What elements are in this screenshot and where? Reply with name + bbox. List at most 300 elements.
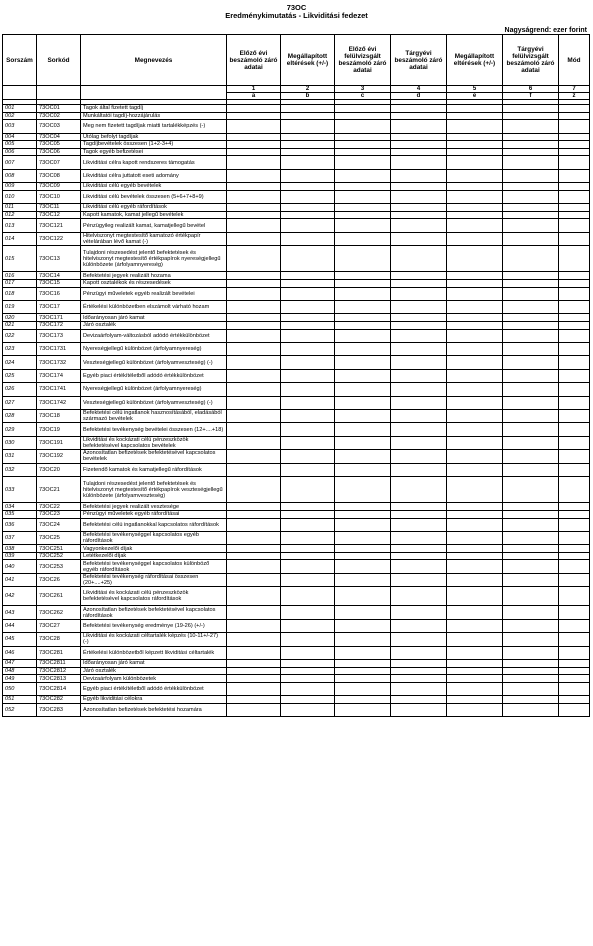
value-cell-7[interactable] xyxy=(559,169,590,182)
value-cell-3[interactable] xyxy=(335,190,391,203)
value-cell-6[interactable] xyxy=(503,573,559,586)
value-cell-4[interactable] xyxy=(391,169,447,182)
value-cell-2[interactable] xyxy=(281,272,335,280)
value-cell-5[interactable] xyxy=(447,560,503,573)
value-cell-1[interactable] xyxy=(227,682,281,695)
value-cell-3[interactable] xyxy=(335,369,391,382)
value-cell-1[interactable] xyxy=(227,246,281,272)
value-cell-5[interactable] xyxy=(447,463,503,476)
value-cell-4[interactable] xyxy=(391,105,447,113)
value-cell-3[interactable] xyxy=(335,232,391,245)
value-cell-1[interactable] xyxy=(227,112,281,120)
value-cell-3[interactable] xyxy=(335,329,391,342)
value-cell-6[interactable] xyxy=(503,322,559,330)
value-cell-5[interactable] xyxy=(447,573,503,586)
value-cell-6[interactable] xyxy=(503,518,559,531)
value-cell-1[interactable] xyxy=(227,219,281,232)
value-cell-4[interactable] xyxy=(391,409,447,422)
value-cell-7[interactable] xyxy=(559,133,590,141)
value-cell-2[interactable] xyxy=(281,545,335,553)
value-cell-1[interactable] xyxy=(227,531,281,544)
value-cell-6[interactable] xyxy=(503,204,559,212)
value-cell-6[interactable] xyxy=(503,510,559,518)
value-cell-2[interactable] xyxy=(281,287,335,300)
value-cell-6[interactable] xyxy=(503,409,559,422)
value-cell-3[interactable] xyxy=(335,219,391,232)
value-cell-2[interactable] xyxy=(281,463,335,476)
value-cell-3[interactable] xyxy=(335,423,391,436)
value-cell-2[interactable] xyxy=(281,148,335,156)
value-cell-5[interactable] xyxy=(447,703,503,716)
value-cell-4[interactable] xyxy=(391,633,447,646)
value-cell-7[interactable] xyxy=(559,436,590,449)
value-cell-1[interactable] xyxy=(227,696,281,704)
value-cell-3[interactable] xyxy=(335,619,391,632)
value-cell-5[interactable] xyxy=(447,156,503,169)
value-cell-4[interactable] xyxy=(391,343,447,356)
value-cell-3[interactable] xyxy=(335,560,391,573)
value-cell-5[interactable] xyxy=(447,133,503,141)
value-cell-7[interactable] xyxy=(559,667,590,675)
value-cell-4[interactable] xyxy=(391,560,447,573)
value-cell-1[interactable] xyxy=(227,560,281,573)
value-cell-3[interactable] xyxy=(335,280,391,288)
value-cell-1[interactable] xyxy=(227,280,281,288)
value-cell-5[interactable] xyxy=(447,396,503,409)
value-cell-3[interactable] xyxy=(335,606,391,619)
value-cell-7[interactable] xyxy=(559,531,590,544)
value-cell-5[interactable] xyxy=(447,531,503,544)
value-cell-5[interactable] xyxy=(447,646,503,659)
value-cell-5[interactable] xyxy=(447,545,503,553)
value-cell-5[interactable] xyxy=(447,301,503,314)
value-cell-7[interactable] xyxy=(559,272,590,280)
value-cell-1[interactable] xyxy=(227,120,281,133)
value-cell-2[interactable] xyxy=(281,204,335,212)
value-cell-1[interactable] xyxy=(227,606,281,619)
value-cell-7[interactable] xyxy=(559,423,590,436)
value-cell-3[interactable] xyxy=(335,211,391,219)
value-cell-7[interactable] xyxy=(559,190,590,203)
value-cell-2[interactable] xyxy=(281,560,335,573)
value-cell-2[interactable] xyxy=(281,219,335,232)
value-cell-3[interactable] xyxy=(335,703,391,716)
value-cell-1[interactable] xyxy=(227,675,281,683)
value-cell-3[interactable] xyxy=(335,476,391,502)
value-cell-1[interactable] xyxy=(227,518,281,531)
value-cell-6[interactable] xyxy=(503,682,559,695)
value-cell-6[interactable] xyxy=(503,606,559,619)
value-cell-3[interactable] xyxy=(335,148,391,156)
value-cell-1[interactable] xyxy=(227,211,281,219)
value-cell-1[interactable] xyxy=(227,183,281,191)
value-cell-5[interactable] xyxy=(447,667,503,675)
value-cell-2[interactable] xyxy=(281,409,335,422)
value-cell-3[interactable] xyxy=(335,545,391,553)
value-cell-6[interactable] xyxy=(503,329,559,342)
value-cell-7[interactable] xyxy=(559,232,590,245)
value-cell-5[interactable] xyxy=(447,450,503,463)
value-cell-4[interactable] xyxy=(391,696,447,704)
value-cell-2[interactable] xyxy=(281,190,335,203)
value-cell-1[interactable] xyxy=(227,476,281,502)
value-cell-3[interactable] xyxy=(335,518,391,531)
value-cell-7[interactable] xyxy=(559,148,590,156)
value-cell-6[interactable] xyxy=(503,646,559,659)
value-cell-7[interactable] xyxy=(559,682,590,695)
value-cell-7[interactable] xyxy=(559,633,590,646)
value-cell-2[interactable] xyxy=(281,133,335,141)
value-cell-2[interactable] xyxy=(281,423,335,436)
value-cell-5[interactable] xyxy=(447,141,503,149)
value-cell-4[interactable] xyxy=(391,211,447,219)
value-cell-4[interactable] xyxy=(391,619,447,632)
value-cell-5[interactable] xyxy=(447,329,503,342)
value-cell-2[interactable] xyxy=(281,619,335,632)
value-cell-2[interactable] xyxy=(281,396,335,409)
value-cell-4[interactable] xyxy=(391,436,447,449)
value-cell-6[interactable] xyxy=(503,105,559,113)
value-cell-1[interactable] xyxy=(227,287,281,300)
value-cell-2[interactable] xyxy=(281,314,335,322)
value-cell-6[interactable] xyxy=(503,667,559,675)
value-cell-7[interactable] xyxy=(559,204,590,212)
value-cell-4[interactable] xyxy=(391,476,447,502)
value-cell-6[interactable] xyxy=(503,476,559,502)
value-cell-4[interactable] xyxy=(391,272,447,280)
value-cell-5[interactable] xyxy=(447,287,503,300)
value-cell-7[interactable] xyxy=(559,606,590,619)
value-cell-2[interactable] xyxy=(281,211,335,219)
value-cell-5[interactable] xyxy=(447,518,503,531)
value-cell-1[interactable] xyxy=(227,148,281,156)
value-cell-1[interactable] xyxy=(227,396,281,409)
value-cell-1[interactable] xyxy=(227,314,281,322)
value-cell-2[interactable] xyxy=(281,280,335,288)
value-cell-4[interactable] xyxy=(391,287,447,300)
value-cell-1[interactable] xyxy=(227,660,281,668)
value-cell-2[interactable] xyxy=(281,633,335,646)
value-cell-7[interactable] xyxy=(559,383,590,396)
value-cell-4[interactable] xyxy=(391,675,447,683)
value-cell-5[interactable] xyxy=(447,552,503,560)
value-cell-7[interactable] xyxy=(559,219,590,232)
value-cell-6[interactable] xyxy=(503,272,559,280)
value-cell-6[interactable] xyxy=(503,219,559,232)
value-cell-1[interactable] xyxy=(227,105,281,113)
value-cell-1[interactable] xyxy=(227,141,281,149)
value-cell-3[interactable] xyxy=(335,573,391,586)
value-cell-6[interactable] xyxy=(503,190,559,203)
value-cell-5[interactable] xyxy=(447,423,503,436)
value-cell-5[interactable] xyxy=(447,675,503,683)
value-cell-2[interactable] xyxy=(281,660,335,668)
value-cell-6[interactable] xyxy=(503,696,559,704)
value-cell-1[interactable] xyxy=(227,503,281,511)
value-cell-2[interactable] xyxy=(281,646,335,659)
value-cell-1[interactable] xyxy=(227,552,281,560)
value-cell-7[interactable] xyxy=(559,703,590,716)
value-cell-6[interactable] xyxy=(503,436,559,449)
value-cell-6[interactable] xyxy=(503,287,559,300)
value-cell-1[interactable] xyxy=(227,646,281,659)
value-cell-3[interactable] xyxy=(335,531,391,544)
value-cell-5[interactable] xyxy=(447,476,503,502)
value-cell-6[interactable] xyxy=(503,211,559,219)
value-cell-7[interactable] xyxy=(559,287,590,300)
value-cell-7[interactable] xyxy=(559,518,590,531)
value-cell-5[interactable] xyxy=(447,190,503,203)
value-cell-1[interactable] xyxy=(227,329,281,342)
value-cell-1[interactable] xyxy=(227,703,281,716)
value-cell-6[interactable] xyxy=(503,531,559,544)
value-cell-7[interactable] xyxy=(559,510,590,518)
value-cell-2[interactable] xyxy=(281,322,335,330)
value-cell-4[interactable] xyxy=(391,369,447,382)
value-cell-1[interactable] xyxy=(227,667,281,675)
value-cell-7[interactable] xyxy=(559,573,590,586)
value-cell-4[interactable] xyxy=(391,545,447,553)
value-cell-4[interactable] xyxy=(391,660,447,668)
value-cell-7[interactable] xyxy=(559,545,590,553)
value-cell-3[interactable] xyxy=(335,409,391,422)
value-cell-1[interactable] xyxy=(227,301,281,314)
value-cell-3[interactable] xyxy=(335,696,391,704)
value-cell-3[interactable] xyxy=(335,322,391,330)
value-cell-6[interactable] xyxy=(503,141,559,149)
value-cell-7[interactable] xyxy=(559,503,590,511)
value-cell-3[interactable] xyxy=(335,682,391,695)
value-cell-4[interactable] xyxy=(391,587,447,606)
value-cell-3[interactable] xyxy=(335,503,391,511)
value-cell-2[interactable] xyxy=(281,675,335,683)
value-cell-5[interactable] xyxy=(447,169,503,182)
value-cell-3[interactable] xyxy=(335,646,391,659)
value-cell-7[interactable] xyxy=(559,211,590,219)
value-cell-2[interactable] xyxy=(281,587,335,606)
value-cell-1[interactable] xyxy=(227,510,281,518)
value-cell-5[interactable] xyxy=(447,660,503,668)
value-cell-7[interactable] xyxy=(559,463,590,476)
value-cell-3[interactable] xyxy=(335,396,391,409)
value-cell-4[interactable] xyxy=(391,463,447,476)
value-cell-1[interactable] xyxy=(227,272,281,280)
value-cell-6[interactable] xyxy=(503,120,559,133)
value-cell-2[interactable] xyxy=(281,141,335,149)
value-cell-7[interactable] xyxy=(559,246,590,272)
value-cell-2[interactable] xyxy=(281,476,335,502)
value-cell-1[interactable] xyxy=(227,169,281,182)
value-cell-7[interactable] xyxy=(559,409,590,422)
value-cell-5[interactable] xyxy=(447,280,503,288)
value-cell-7[interactable] xyxy=(559,696,590,704)
value-cell-6[interactable] xyxy=(503,619,559,632)
value-cell-1[interactable] xyxy=(227,619,281,632)
value-cell-2[interactable] xyxy=(281,450,335,463)
value-cell-7[interactable] xyxy=(559,396,590,409)
value-cell-5[interactable] xyxy=(447,232,503,245)
value-cell-4[interactable] xyxy=(391,148,447,156)
value-cell-4[interactable] xyxy=(391,606,447,619)
value-cell-4[interactable] xyxy=(391,396,447,409)
value-cell-5[interactable] xyxy=(447,148,503,156)
value-cell-6[interactable] xyxy=(503,396,559,409)
value-cell-5[interactable] xyxy=(447,112,503,120)
value-cell-4[interactable] xyxy=(391,646,447,659)
value-cell-1[interactable] xyxy=(227,573,281,586)
value-cell-6[interactable] xyxy=(503,356,559,369)
value-cell-4[interactable] xyxy=(391,383,447,396)
value-cell-6[interactable] xyxy=(503,383,559,396)
value-cell-5[interactable] xyxy=(447,246,503,272)
value-cell-3[interactable] xyxy=(335,552,391,560)
value-cell-4[interactable] xyxy=(391,141,447,149)
value-cell-1[interactable] xyxy=(227,190,281,203)
value-cell-6[interactable] xyxy=(503,369,559,382)
value-cell-7[interactable] xyxy=(559,280,590,288)
value-cell-5[interactable] xyxy=(447,105,503,113)
value-cell-2[interactable] xyxy=(281,552,335,560)
value-cell-2[interactable] xyxy=(281,356,335,369)
value-cell-1[interactable] xyxy=(227,204,281,212)
value-cell-1[interactable] xyxy=(227,633,281,646)
value-cell-7[interactable] xyxy=(559,369,590,382)
value-cell-7[interactable] xyxy=(559,322,590,330)
value-cell-3[interactable] xyxy=(335,156,391,169)
value-cell-4[interactable] xyxy=(391,314,447,322)
value-cell-2[interactable] xyxy=(281,343,335,356)
value-cell-6[interactable] xyxy=(503,450,559,463)
value-cell-2[interactable] xyxy=(281,703,335,716)
value-cell-4[interactable] xyxy=(391,120,447,133)
value-cell-5[interactable] xyxy=(447,633,503,646)
value-cell-2[interactable] xyxy=(281,105,335,113)
value-cell-5[interactable] xyxy=(447,204,503,212)
value-cell-2[interactable] xyxy=(281,518,335,531)
value-cell-4[interactable] xyxy=(391,703,447,716)
value-cell-3[interactable] xyxy=(335,587,391,606)
value-cell-2[interactable] xyxy=(281,301,335,314)
value-cell-2[interactable] xyxy=(281,510,335,518)
value-cell-3[interactable] xyxy=(335,272,391,280)
value-cell-5[interactable] xyxy=(447,120,503,133)
value-cell-7[interactable] xyxy=(559,356,590,369)
value-cell-2[interactable] xyxy=(281,696,335,704)
value-cell-2[interactable] xyxy=(281,606,335,619)
value-cell-7[interactable] xyxy=(559,314,590,322)
value-cell-5[interactable] xyxy=(447,503,503,511)
value-cell-2[interactable] xyxy=(281,169,335,182)
value-cell-4[interactable] xyxy=(391,518,447,531)
value-cell-7[interactable] xyxy=(559,450,590,463)
value-cell-4[interactable] xyxy=(391,204,447,212)
value-cell-6[interactable] xyxy=(503,314,559,322)
value-cell-5[interactable] xyxy=(447,619,503,632)
value-cell-7[interactable] xyxy=(559,646,590,659)
value-cell-5[interactable] xyxy=(447,369,503,382)
value-cell-4[interactable] xyxy=(391,329,447,342)
value-cell-6[interactable] xyxy=(503,560,559,573)
value-cell-2[interactable] xyxy=(281,369,335,382)
value-cell-5[interactable] xyxy=(447,314,503,322)
value-cell-1[interactable] xyxy=(227,545,281,553)
value-cell-4[interactable] xyxy=(391,232,447,245)
value-cell-6[interactable] xyxy=(503,148,559,156)
value-cell-1[interactable] xyxy=(227,409,281,422)
value-cell-7[interactable] xyxy=(559,141,590,149)
value-cell-3[interactable] xyxy=(335,120,391,133)
value-cell-3[interactable] xyxy=(335,667,391,675)
value-cell-5[interactable] xyxy=(447,383,503,396)
value-cell-5[interactable] xyxy=(447,696,503,704)
value-cell-2[interactable] xyxy=(281,183,335,191)
value-cell-1[interactable] xyxy=(227,156,281,169)
value-cell-6[interactable] xyxy=(503,112,559,120)
value-cell-7[interactable] xyxy=(559,675,590,683)
value-cell-3[interactable] xyxy=(335,287,391,300)
value-cell-4[interactable] xyxy=(391,503,447,511)
value-cell-6[interactable] xyxy=(503,633,559,646)
value-cell-4[interactable] xyxy=(391,301,447,314)
value-cell-1[interactable] xyxy=(227,383,281,396)
value-cell-2[interactable] xyxy=(281,503,335,511)
value-cell-6[interactable] xyxy=(503,703,559,716)
value-cell-4[interactable] xyxy=(391,450,447,463)
value-cell-3[interactable] xyxy=(335,450,391,463)
value-cell-5[interactable] xyxy=(447,219,503,232)
value-cell-4[interactable] xyxy=(391,667,447,675)
value-cell-3[interactable] xyxy=(335,169,391,182)
value-cell-6[interactable] xyxy=(503,301,559,314)
value-cell-6[interactable] xyxy=(503,232,559,245)
value-cell-1[interactable] xyxy=(227,463,281,476)
value-cell-6[interactable] xyxy=(503,343,559,356)
value-cell-4[interactable] xyxy=(391,356,447,369)
value-cell-2[interactable] xyxy=(281,120,335,133)
value-cell-1[interactable] xyxy=(227,356,281,369)
value-cell-2[interactable] xyxy=(281,667,335,675)
value-cell-4[interactable] xyxy=(391,552,447,560)
value-cell-6[interactable] xyxy=(503,133,559,141)
value-cell-2[interactable] xyxy=(281,329,335,342)
value-cell-7[interactable] xyxy=(559,105,590,113)
value-cell-3[interactable] xyxy=(335,141,391,149)
value-cell-3[interactable] xyxy=(335,660,391,668)
value-cell-2[interactable] xyxy=(281,531,335,544)
value-cell-4[interactable] xyxy=(391,423,447,436)
value-cell-1[interactable] xyxy=(227,343,281,356)
value-cell-2[interactable] xyxy=(281,682,335,695)
value-cell-6[interactable] xyxy=(503,545,559,553)
value-cell-7[interactable] xyxy=(559,660,590,668)
value-cell-1[interactable] xyxy=(227,436,281,449)
value-cell-3[interactable] xyxy=(335,204,391,212)
value-cell-3[interactable] xyxy=(335,246,391,272)
value-cell-5[interactable] xyxy=(447,211,503,219)
value-cell-3[interactable] xyxy=(335,436,391,449)
value-cell-3[interactable] xyxy=(335,133,391,141)
value-cell-5[interactable] xyxy=(447,510,503,518)
value-cell-7[interactable] xyxy=(559,619,590,632)
value-cell-7[interactable] xyxy=(559,112,590,120)
value-cell-7[interactable] xyxy=(559,552,590,560)
value-cell-1[interactable] xyxy=(227,322,281,330)
value-cell-4[interactable] xyxy=(391,156,447,169)
value-cell-5[interactable] xyxy=(447,436,503,449)
value-cell-5[interactable] xyxy=(447,587,503,606)
value-cell-4[interactable] xyxy=(391,183,447,191)
value-cell-3[interactable] xyxy=(335,343,391,356)
